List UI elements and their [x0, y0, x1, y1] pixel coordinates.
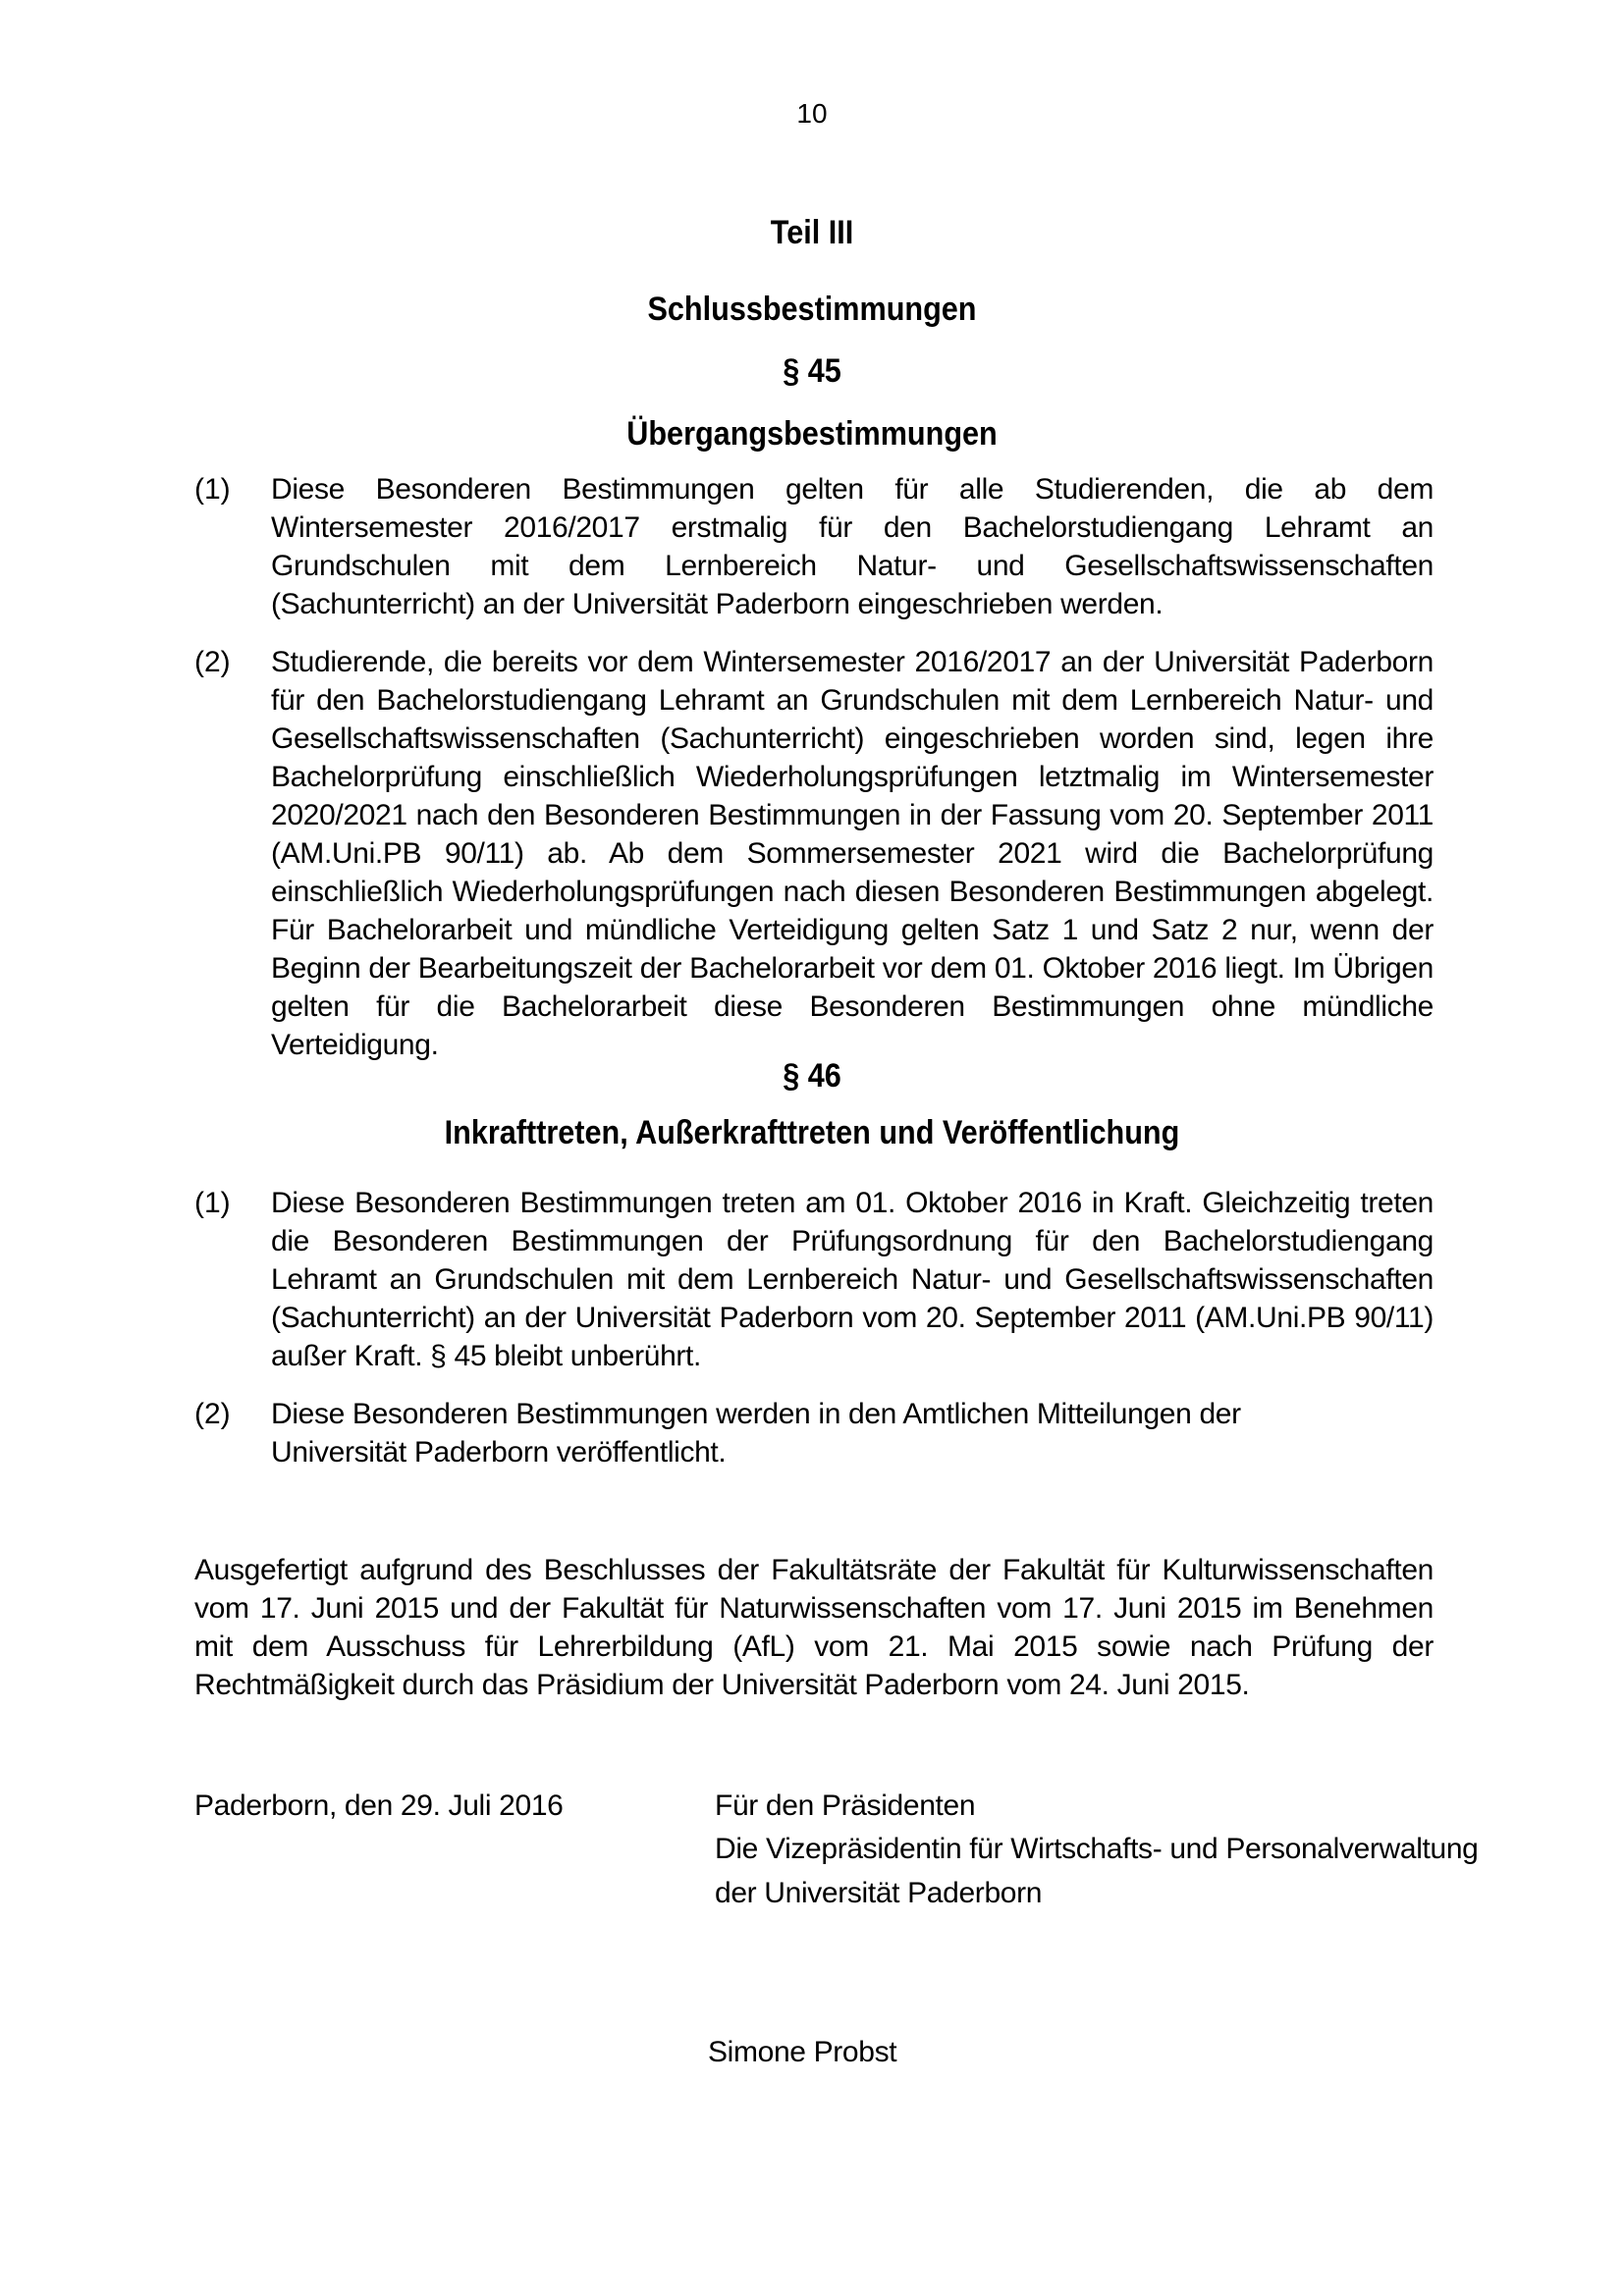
- paragraph-number: (1): [194, 473, 231, 506]
- signatory-line-1: Für den Präsidenten: [715, 1789, 976, 1822]
- signatory-name: Simone Probst: [708, 2036, 897, 2068]
- section-45-number: § 45: [783, 352, 841, 390]
- section-46-title: Inkrafttreten, Außerkrafttreten und Veröffentlichung: [444, 1114, 1180, 1151]
- section-46-number: § 46: [783, 1057, 841, 1095]
- section-45-paragraph-1: [194, 470, 1434, 623]
- page-number: 10: [796, 98, 828, 129]
- paragraph-text: Diese Besonderen Bestimmungen gelten für alle Studierenden, die ab dem Wintersemester 2016/2017 erstmalig für den Bachelorstudiengang Lehramt an Grundschulen mit dem Lernbereich Natur- und Gesellschaftswissenschaften (Sachunterricht) an der Universität Paderborn eingeschrieben werden.: [271, 473, 1434, 620]
- paragraph-number: (2): [194, 646, 231, 678]
- section-46-paragraph-1: [194, 1184, 1434, 1375]
- place-date: Paderborn, den 29. Juli 2016: [194, 1789, 564, 1822]
- section-46-paragraph-2: [194, 1395, 1324, 1471]
- signatory-line-2: Die Vizepräsidentin für Wirtschafts- und Personalverwaltung: [715, 1833, 1479, 1865]
- signatory-line-3: der Universität Paderborn: [715, 1877, 1043, 1909]
- paragraph-text: Diese Besonderen Bestimmungen treten am 01. Oktober 2016 in Kraft. Gleichzeitig treten die Besonderen Bestimmungen der Prüfungsordnung für den Bachelorstudiengang Lehramt an Grundschulen mit dem Lernbereich Natur- und Gesellschaftswissenschaften (Sachunterricht) an der Universität Paderborn vom 20. September 2011 (AM.Uni.PB 90/11) außer Kraft. § 45 bleibt unberührt.: [271, 1187, 1434, 1372]
- part-subtitle: Schlussbestimmungen: [647, 291, 977, 328]
- paragraph-number: (1): [194, 1187, 231, 1219]
- paragraph-number: (2): [194, 1398, 231, 1430]
- section-45-paragraph-2: [194, 643, 1434, 1064]
- paragraph-text: Diese Besonderen Bestimmungen werden in den Amtlichen Mitteilungen der Universität Paderborn veröffentlicht.: [271, 1398, 1241, 1468]
- section-45-title: Übergangsbestimmungen: [626, 415, 998, 453]
- part-title: Teil III: [770, 214, 854, 251]
- closing-text: Ausgefertigt aufgrund des Beschlusses der Fakultätsräte der Fakultät für Kulturwissenschaften vom 17. Juni 2015 und der Fakultät für Naturwissenschaften vom 17. Juni 2015 im Benehmen mit dem Ausschuss für Lehrerbildung (AfL) vom 21. Mai 2015 sowie nach Prüfung der Rechtmäßigkeit durch das Präsidium der Universität Paderborn vom 24. Juni 2015.: [194, 1554, 1434, 1701]
- paragraph-text: Studierende, die bereits vor dem Wintersemester 2016/2017 an der Universität Paderborn für den Bachelorstudiengang Lehramt an Grundschulen mit dem Lernbereich Natur- und Gesellschaftswissenschaften (Sachunterricht) eingeschrieben worden sind, legen ihre Bachelorprüfung einschließlich Wiederholungsprüfungen letztmalig im Wintersemester 2020/2021 nach den Besonderen Bestimmungen in der Fassung vom 20. September 2011 (AM.Uni.PB 90/11) ab. Ab dem Sommersemester 2021 wird die Bachelorprüfung einschließlich Wiederholungsprüfungen nach diesen Besonderen Bestimmungen abgelegt. Für Bachelorarbeit und mündliche Verteidigung gelten Satz 1 und Satz 2 nur, wenn der Beginn der Bearbeitungszeit der Bachelorarbeit vor dem 01. Oktober 2016 liegt. Im Übrigen gelten für die Bachelorarbeit diese Besonderen Bestimmungen ohne mündliche Verteidigung.: [271, 646, 1434, 1061]
